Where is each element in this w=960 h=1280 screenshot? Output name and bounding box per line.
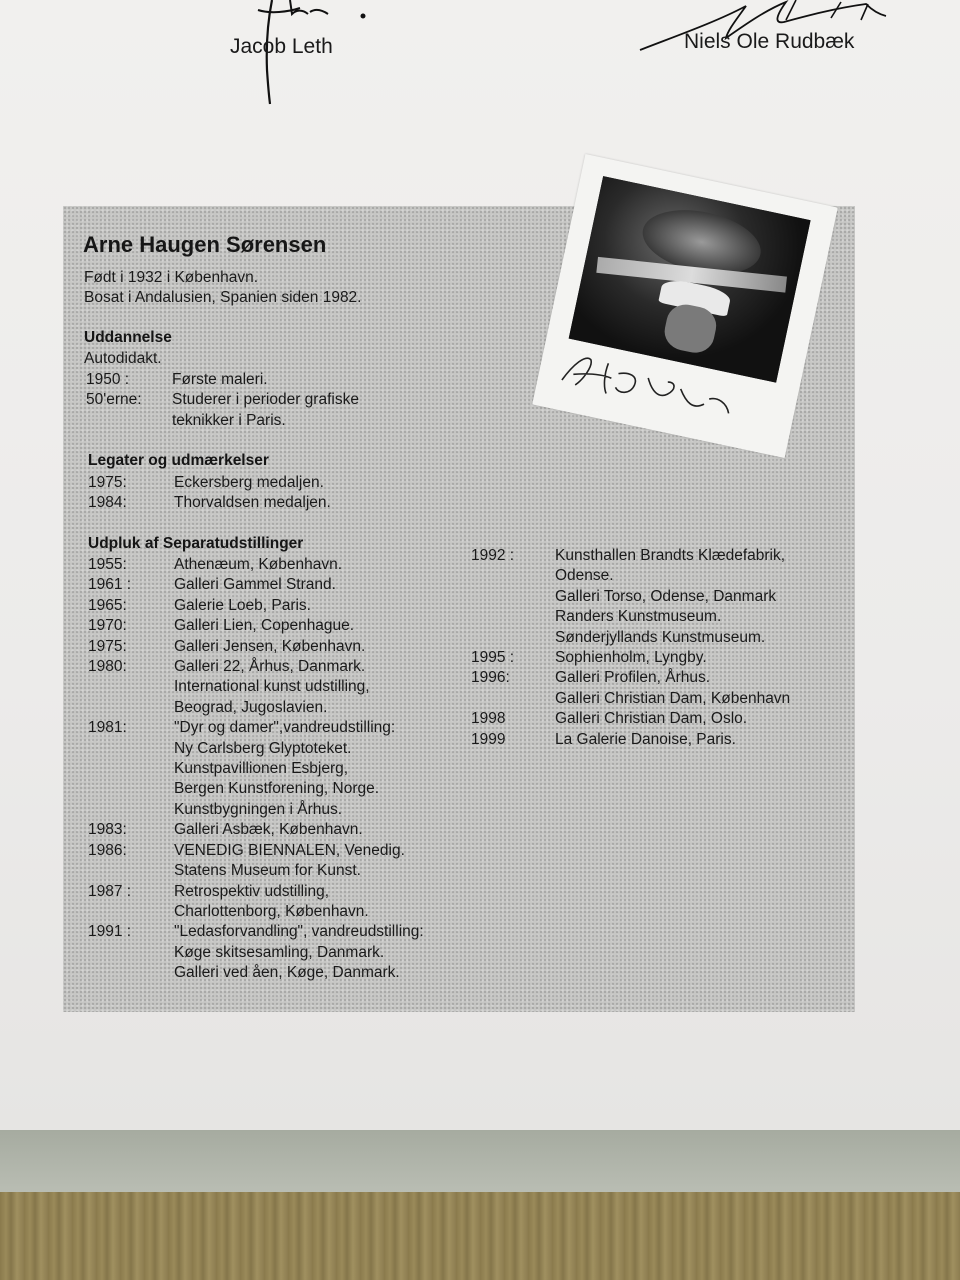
entry-text: Galleri Christian Dam, Oslo.: [555, 710, 748, 728]
exhibition-entry: [88, 820, 424, 840]
education-entry: [86, 390, 359, 431]
exhibition-entry: [471, 668, 790, 709]
entry-year: 1961 :: [88, 576, 132, 594]
exhibition-entry: [88, 718, 424, 820]
award-entry: [88, 473, 331, 493]
exhibition-entry: [471, 546, 790, 648]
signature-name-niels-ole-rudbaek: Niels Ole Rudbæk: [684, 30, 855, 53]
entry-text: "Dyr og damer",vandreudstilling: Ny Carlsberg Glyptoteket. Kunstpavillionen Esbjerg, Bergen Kunstforening, Norge. Kunstbygningen i Århus.: [174, 719, 396, 818]
entry-year: 1950 :: [86, 371, 130, 388]
entry-year: 50'erne:: [86, 391, 142, 409]
entry-text: Galleri Gammel Strand.: [174, 576, 336, 594]
education-note: Autodidakt.: [84, 350, 162, 367]
exhibitions-heading: Udpluk af Separatudstillinger: [88, 535, 304, 552]
exhibition-entry: [471, 730, 790, 750]
entry-text: Sophienholm, Lyngby.: [555, 649, 707, 667]
exhibition-entry: [88, 882, 424, 923]
entry-year: 1999: [471, 730, 506, 748]
exhibition-entry: [471, 709, 790, 729]
entry-text: "Ledasforvandling", vandreudstilling: Køge skitsesamling, Danmark. Galleri ved åen, Køge, Danmark.: [174, 923, 424, 982]
exhibitions-left-column: [88, 555, 424, 984]
entry-text: Galleri Profilen, Århus. Galleri Christian Dam, København: [555, 669, 791, 707]
exhibition-entry: [88, 555, 424, 575]
entry-text: Galleri Jensen, København.: [174, 637, 366, 655]
entry-text: VENEDIG BIENNALEN, Venedig. Statens Museum for Kunst.: [174, 841, 405, 880]
entry-year: 1955:: [88, 556, 127, 573]
entry-text: Galleri 22, Århus, Danmark. International kunst udstilling, Beograd, Jugoslavien.: [174, 658, 370, 716]
entry-year: 1992 :: [471, 547, 515, 564]
passepartout-mat: [0, 1130, 960, 1192]
artist-polaroid-photo: [532, 154, 838, 458]
entry-year: 1965:: [88, 596, 127, 614]
exhibitions-right-column: [471, 546, 790, 750]
entry-year: 1996:: [471, 669, 510, 687]
education-entry: [86, 370, 359, 390]
entry-year: 1981:: [88, 719, 127, 737]
education-list: [86, 370, 359, 431]
entry-year: 1975:: [88, 474, 127, 491]
entry-year: 1975:: [88, 637, 127, 655]
entry-text: Athenæum, København.: [174, 556, 343, 573]
exhibition-entry: [88, 637, 424, 657]
entry-year: 1980:: [88, 658, 127, 676]
exhibition-entry: [88, 657, 424, 718]
exhibition-entry: [88, 841, 424, 882]
entry-text: Kunsthallen Brandts Klædefabrik, Odense. Galleri Torso, Odense, Danmark Randers Kunstmuseum. Sønderjyllands Kunstmuseum.: [555, 547, 786, 646]
exhibition-entry: [471, 648, 790, 668]
entry-text: Eckersberg medaljen.: [174, 474, 324, 491]
entry-text: Galleri Lien, Copenhague.: [174, 617, 355, 635]
exhibition-entry: [88, 922, 424, 983]
artist-residence-line: Bosat i Andalusien, Spanien siden 1982.: [84, 289, 362, 306]
exhibition-entry: [88, 575, 424, 595]
entry-year: 1998: [471, 710, 506, 728]
entry-year: 1987 :: [88, 882, 132, 900]
entry-text: Første maleri.: [172, 371, 268, 388]
exhibition-entry: [88, 616, 424, 636]
awards-list: [88, 473, 331, 514]
artist-name-heading: Arne Haugen Sørensen: [83, 232, 327, 257]
award-entry: [88, 493, 331, 513]
exhibition-entry: [88, 596, 424, 616]
entry-text: La Galerie Danoise, Paris.: [555, 730, 736, 748]
awards-heading: Legater og udmærkelser: [88, 452, 269, 469]
entry-text: Retrospektiv udstilling, Charlottenborg, København.: [174, 882, 369, 920]
entry-year: 1991 :: [88, 923, 132, 941]
entry-year: 1995 :: [471, 649, 515, 667]
entry-year: 1983:: [88, 821, 127, 839]
entry-text: Thorvaldsen medaljen.: [174, 494, 331, 512]
entry-text: Galleri Asbæk, København.: [174, 821, 363, 839]
entry-year: 1986:: [88, 841, 127, 859]
entry-text: Galerie Loeb, Paris.: [174, 596, 311, 614]
education-heading: Uddannelse: [84, 329, 172, 346]
entry-text: Studerer i perioder grafiske teknikker i Paris.: [172, 391, 359, 429]
signature-name-jacob-leth: Jacob Leth: [230, 35, 333, 58]
artist-birth-line: Født i 1932 i København.: [84, 269, 259, 286]
entry-year: 1970:: [88, 617, 127, 635]
entry-year: 1984:: [88, 494, 127, 512]
wooden-frame: [0, 1192, 960, 1280]
